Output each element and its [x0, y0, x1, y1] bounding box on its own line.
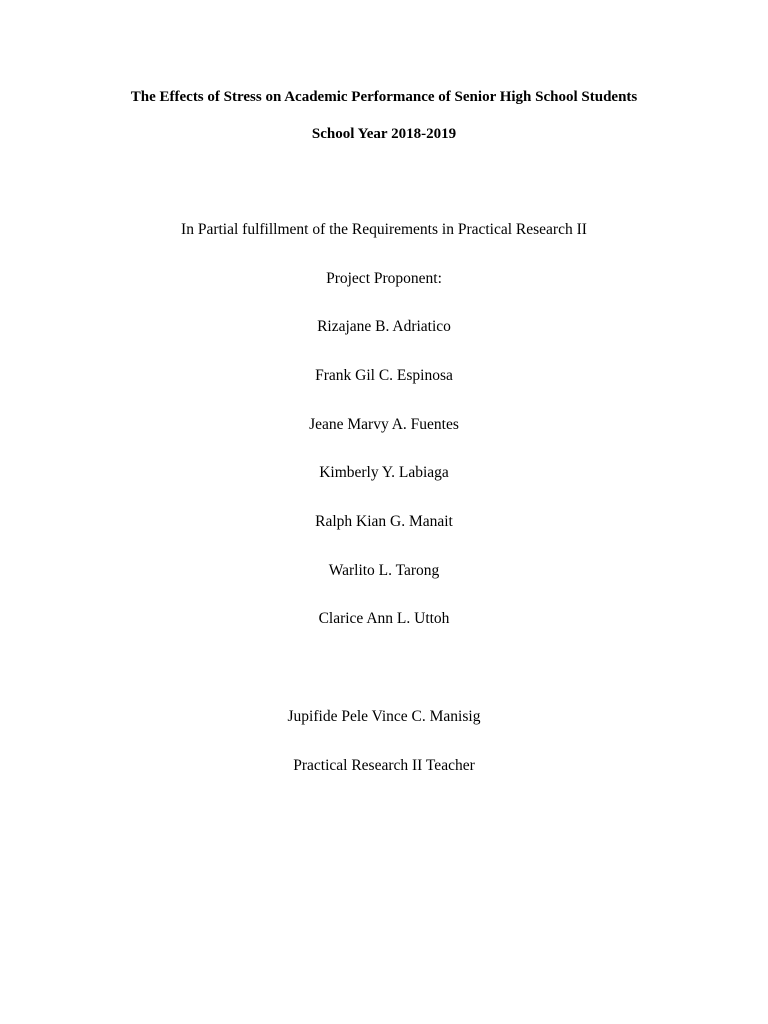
proponent-heading: Project Proponent:	[326, 270, 442, 287]
teacher-role: Practical Research II Teacher	[293, 757, 475, 774]
proponent-name: Clarice Ann L. Uttoh	[318, 610, 450, 627]
proponent-name: Frank Gil C. Espinosa	[315, 367, 453, 384]
teacher-name: Jupifide Pele Vince C. Manisig	[287, 708, 481, 725]
proponent-name: Warlito L. Tarong	[328, 562, 440, 579]
proponent-name: Rizajane B. Adriatico	[317, 318, 451, 335]
school-year: School Year 2018-2019	[311, 126, 457, 142]
fulfillment-statement: In Partial fulfillment of the Requirements in Practical Research II	[181, 221, 587, 238]
proponent-name: Ralph Kian G. Manait	[315, 513, 453, 530]
proponent-name: Kimberly Y. Labiaga	[319, 464, 449, 481]
proponent-name: Jeane Marvy A. Fuentes	[309, 416, 459, 433]
document-title: The Effects of Stress on Academic Performance of Senior High School Students	[130, 89, 638, 105]
